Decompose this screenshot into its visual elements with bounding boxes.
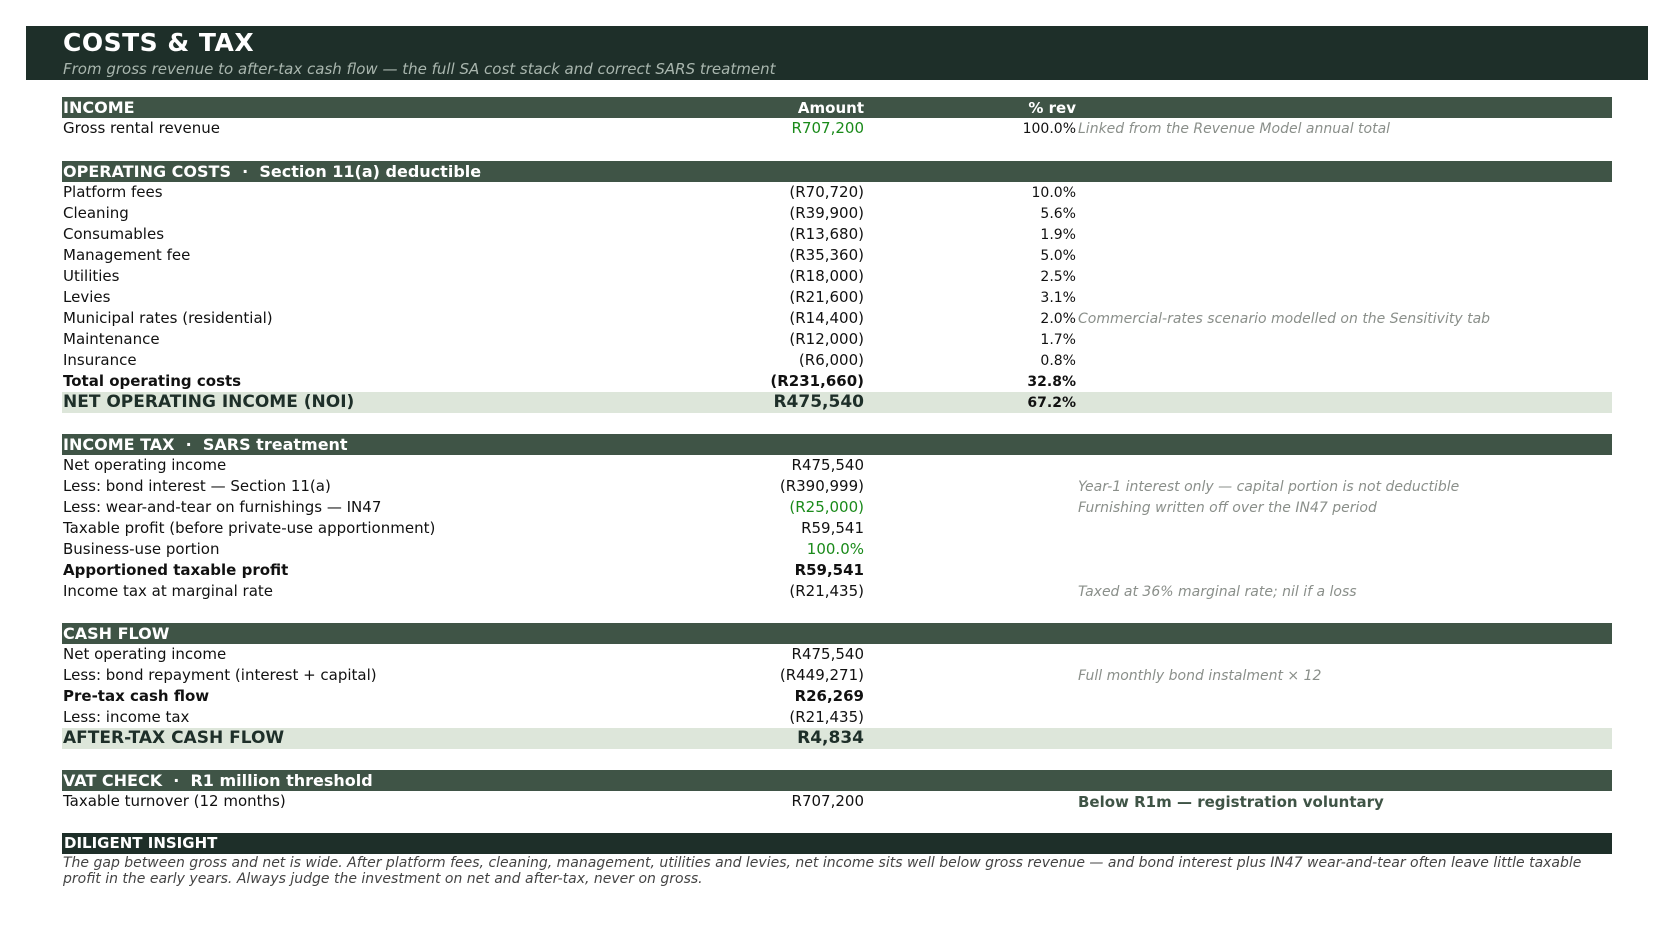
row-amount[interactable]: (R231,660)	[770, 372, 864, 390]
income-section-header	[62, 97, 1612, 118]
row-label: Taxable turnover (12 months)	[63, 792, 286, 810]
operating-cost-row[interactable]	[62, 203, 1612, 224]
row-amount[interactable]: (R35,360)	[789, 246, 864, 264]
tax-row[interactable]	[62, 518, 1612, 539]
after-tax-cash-flow-row[interactable]	[62, 728, 1612, 749]
row-pct: 100.0%	[1022, 121, 1076, 137]
row-label: Consumables	[63, 225, 165, 243]
income-tax-section-header	[62, 434, 1612, 455]
row-pct: 2.0%	[1040, 311, 1076, 327]
tax-row[interactable]	[62, 539, 1612, 560]
row-label: Maintenance	[63, 330, 160, 348]
row-amount[interactable]: (R6,000)	[798, 351, 864, 369]
row-label: Less: wear-and-tear on furnishings — IN47	[63, 498, 382, 516]
row-pct: 2.5%	[1040, 269, 1076, 285]
row-label: Total operating costs	[63, 372, 242, 390]
amount-column-header: Amount	[797, 99, 864, 117]
row-amount[interactable]: R59,541	[801, 519, 864, 537]
row-amount[interactable]: R26,269	[794, 687, 864, 705]
row-label: Pre-tax cash flow	[63, 687, 210, 705]
row-amount[interactable]: (R21,435)	[789, 708, 864, 726]
apportioned-taxable-profit-row[interactable]	[62, 560, 1612, 581]
row-label: Less: bond interest — Section 11(a)	[63, 477, 331, 495]
row-note: Furnishing written off over the IN47 period	[1078, 500, 1377, 516]
row-label: Less: income tax	[63, 708, 190, 726]
row-note: Full monthly bond instalment × 12	[1078, 668, 1322, 684]
row-label: Taxable profit (before private-use apportionment)	[63, 519, 436, 537]
row-label: NET OPERATING INCOME (NOI)	[63, 392, 355, 412]
row-pct: 5.0%	[1040, 248, 1076, 264]
section-title: INCOME TAX · SARS treatment	[63, 435, 348, 454]
page-title: COSTS & TAX	[63, 28, 255, 57]
row-pct: 5.6%	[1040, 206, 1076, 222]
tax-row[interactable]	[62, 455, 1612, 476]
row-amount[interactable]: (R39,900)	[789, 204, 864, 222]
page-subtitle: From gross revenue to after-tax cash flow — the full SA cost stack and correct SARS treatment	[63, 60, 776, 78]
row-pct: 0.8%	[1040, 353, 1076, 369]
row-label: Utilities	[63, 267, 120, 285]
row-label: Apportioned taxable profit	[63, 561, 289, 579]
row-amount[interactable]: (R18,000)	[789, 267, 864, 285]
row-amount[interactable]: R475,540	[791, 456, 864, 474]
row-amount[interactable]: (R14,400)	[789, 309, 864, 327]
income-row[interactable]	[62, 118, 1612, 139]
operating-costs-section-header	[62, 161, 1612, 182]
row-label: Gross rental revenue	[63, 119, 221, 137]
row-pct: 1.7%	[1040, 332, 1076, 348]
row-amount[interactable]: R59,541	[794, 561, 864, 579]
row-pct: 67.2%	[1027, 395, 1076, 411]
pct-column-header: % rev	[1028, 99, 1076, 117]
section-title: INCOME	[63, 98, 135, 117]
row-label: Platform fees	[63, 183, 163, 201]
row-label: Income tax at marginal rate	[63, 582, 274, 600]
row-label: Municipal rates (residential)	[63, 309, 273, 327]
section-title: VAT CHECK · R1 million threshold	[63, 771, 373, 790]
cash-flow-row[interactable]	[62, 707, 1612, 728]
insight-text: The gap between gross and net is wide. After platform fees, cleaning, management, utilities and levies, net income sits well below gross revenue — and bond interest plus IN47 wear-and-tear often leave little taxable profit in the early years. Always judge the investment on net and after-tax, never on gross.	[63, 855, 1582, 887]
row-amount[interactable]: (R12,000)	[789, 330, 864, 348]
section-title: CASH FLOW	[63, 624, 170, 643]
row-amount[interactable]: (R21,600)	[789, 288, 864, 306]
insight-section-header	[62, 833, 1612, 854]
row-pct: 1.9%	[1040, 227, 1076, 243]
row-label: Levies	[63, 288, 111, 306]
vat-turnover-row[interactable]	[62, 791, 1612, 812]
row-label: Net operating income	[63, 456, 227, 474]
row-pct: 3.1%	[1040, 290, 1076, 306]
row-label: Cleaning	[63, 204, 129, 222]
row-amount[interactable]: (R21,435)	[789, 582, 864, 600]
operating-cost-row[interactable]	[62, 182, 1612, 203]
row-amount[interactable]: R475,540	[773, 392, 864, 412]
tax-row[interactable]	[62, 497, 1612, 518]
operating-cost-row[interactable]	[62, 329, 1612, 350]
row-amount[interactable]: R707,200	[791, 119, 864, 137]
vat-check-section-header	[62, 770, 1612, 791]
row-amount[interactable]: (R70,720)	[789, 183, 864, 201]
operating-cost-row[interactable]	[62, 308, 1612, 329]
operating-cost-row[interactable]	[62, 245, 1612, 266]
operating-cost-row[interactable]	[62, 224, 1612, 245]
tax-row[interactable]	[62, 581, 1612, 602]
row-pct: 10.0%	[1031, 185, 1076, 201]
row-pct: 32.8%	[1027, 374, 1076, 390]
row-note: Linked from the Revenue Model annual total	[1078, 121, 1391, 137]
operating-cost-row[interactable]	[62, 287, 1612, 308]
row-amount[interactable]: R475,540	[791, 645, 864, 663]
row-label: Net operating income	[63, 645, 227, 663]
operating-cost-row[interactable]	[62, 350, 1612, 371]
row-note: Year-1 interest only — capital portion is not deductible	[1078, 479, 1460, 495]
row-amount[interactable]: R4,834	[797, 728, 864, 748]
section-title: OPERATING COSTS · Section 11(a) deductible	[63, 162, 482, 181]
row-amount[interactable]: 100.0%	[806, 540, 864, 558]
row-amount[interactable]: (R449,271)	[779, 666, 864, 684]
row-note: Taxed at 36% marginal rate; nil if a loss	[1078, 584, 1357, 600]
row-amount[interactable]: (R25,000)	[789, 498, 864, 516]
row-label: AFTER-TAX CASH FLOW	[63, 728, 285, 748]
total-operating-costs-row[interactable]	[62, 371, 1612, 392]
row-label: Insurance	[63, 351, 137, 369]
row-label: Business-use portion	[63, 540, 220, 558]
tax-row[interactable]	[62, 476, 1612, 497]
section-title: DILIGENT INSIGHT	[64, 834, 218, 852]
row-amount[interactable]: (R13,680)	[789, 225, 864, 243]
row-label: Management fee	[63, 246, 191, 264]
noi-total-row[interactable]	[62, 392, 1612, 413]
row-note: Commercial-rates scenario modelled on the Sensitivity tab	[1078, 311, 1491, 327]
vat-status-note: Below R1m — registration voluntary	[1078, 793, 1384, 811]
operating-cost-row[interactable]	[62, 266, 1612, 287]
row-amount[interactable]: (R390,999)	[779, 477, 864, 495]
title-bar	[26, 26, 1648, 80]
cash-flow-section-header	[62, 623, 1612, 644]
row-amount[interactable]: R707,200	[791, 792, 864, 810]
pre-tax-cash-flow-row[interactable]	[62, 686, 1612, 707]
cash-flow-row[interactable]	[62, 644, 1612, 665]
cash-flow-row[interactable]	[62, 665, 1612, 686]
row-label: Less: bond repayment (interest + capital)	[63, 666, 377, 684]
